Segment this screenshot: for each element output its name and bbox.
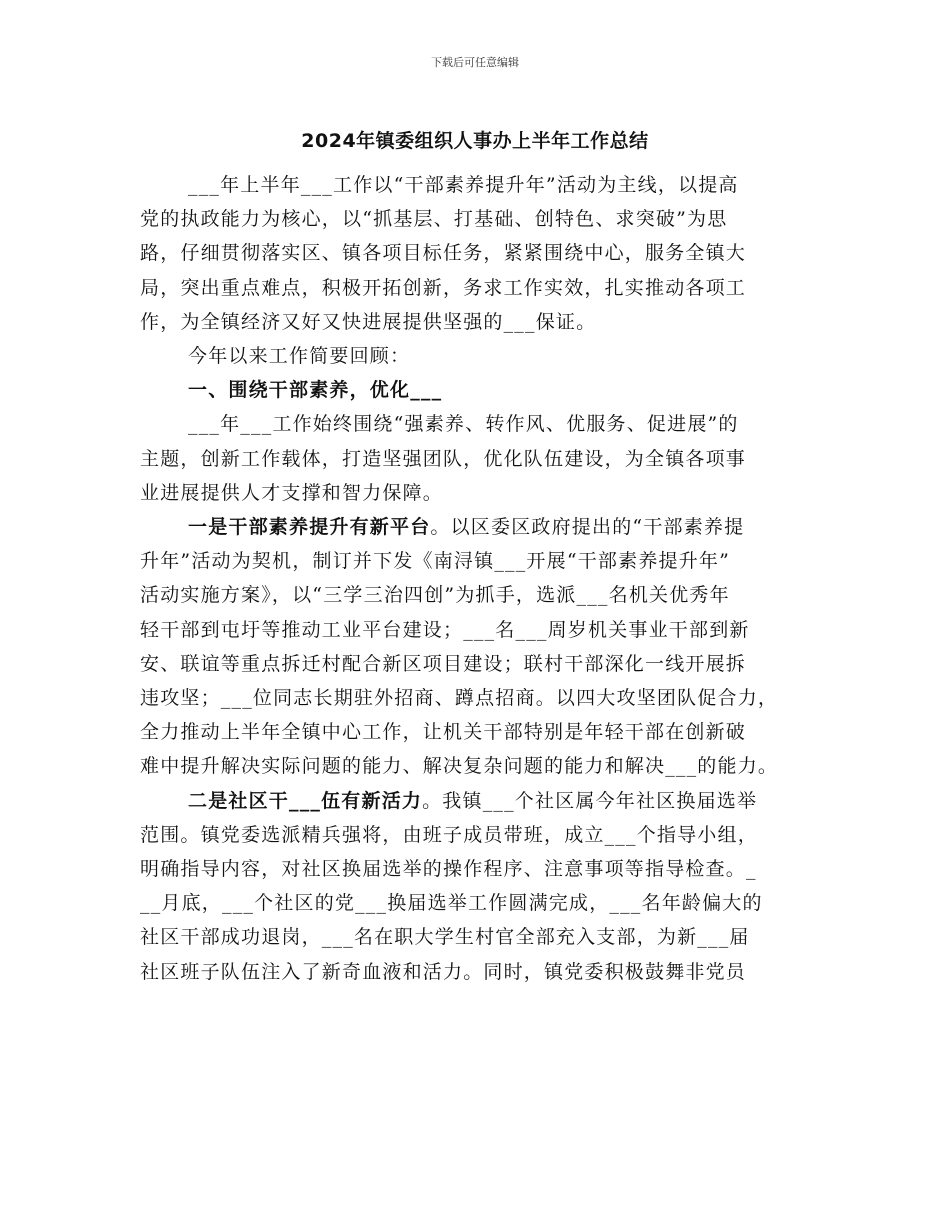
paragraph-line: 业进展提供人才支撑和智力保障。 <box>140 481 444 504</box>
paragraph-line: 轻干部到屯圩等推动工业平台建设；___名___周岁机关事业干部到新 <box>140 618 750 641</box>
paragraph-line: 升年”活动为契机，制订并下发《南浔镇___开展“干部素养提升年” <box>140 550 731 573</box>
paragraph-line: 违攻坚；___位同志长期驻外招商、蹲点招商。以四大攻坚团队促合力， <box>140 687 779 710</box>
paragraph-text: 。我镇___个社区属今年社区换届选举 <box>422 789 758 812</box>
paragraph-line: 社区干部成功退岗，___名在职大学生村官全部充入支部，为新___届 <box>140 926 750 949</box>
paragraph-line: 党的执政能力为核心，以“抓基层、打基础、创特色、求突破”为思 <box>140 208 728 231</box>
paragraph-line: 明确指导内容，对社区换届选举的操作程序、注意事项等指导检查。_ <box>140 858 757 881</box>
subsection-heading: 二是社区干___伍有新活力 <box>188 789 423 812</box>
paragraph-line: 活动实施方案》，以“三学三治四创”为抓手，选派___名机关优秀年 <box>140 584 730 607</box>
paragraph-line: ___年上半年___工作以“干部素养提升年”活动为主线，以提高 <box>188 174 739 196</box>
document-body <box>140 168 816 989</box>
paragraph-line <box>140 784 816 818</box>
paragraph-line: 作，为全镇经济又好又快进展提供坚强的___保证。 <box>140 310 597 333</box>
paragraph-line: 社区班子队伍注入了新奇血液和活力。同时，镇党委积极鼓舞非党员 <box>140 960 747 983</box>
paragraph-line: 今年以来工作简要回顾： <box>188 345 411 368</box>
paragraph-line: 主题，创新工作载体，打造坚强团队，优化队伍建设，为全镇各项事 <box>140 447 747 470</box>
paragraph-line: ___年___工作始终围绕“强素养、转作风、优服务、促进展”的 <box>188 413 739 436</box>
paragraph-line <box>140 510 816 544</box>
paragraph-line: __月底，___个社区的党___换届选举工作圆满完成，___名年龄偏大的 <box>140 892 763 915</box>
paragraph-line: 范围。镇党委选派精兵强将，由班子成员带班，成立___个指导小组， <box>140 823 758 846</box>
paragraph-line: 安、联谊等重点拆迁村配合新区项目建设；联村干部深化一线开展拆 <box>140 652 747 675</box>
paragraph-line: 全力推动上半年全镇中心工作，让机关干部特别是年轻干部在创新破 <box>140 721 747 744</box>
header-note: 下载后可任意编辑 <box>431 56 519 69</box>
paragraph-text: 。以区委区政府提出的“干部素养提 <box>430 516 745 539</box>
subsection-heading: 一是干部素养提升有新平台 <box>188 516 431 539</box>
section-heading: 一、围绕干部素养，优化___ <box>188 379 443 402</box>
paragraph-line: 路，仔细贯彻落实区、镇各项目标任务，紧紧围绕中心，服务全镇大 <box>140 242 747 265</box>
paragraph-line: 难中提升解决实际问题的能力、解决复杂问题的能力和解决___的能力。 <box>140 755 779 778</box>
page-title: 2024年镇委组织人事办上半年工作总结 <box>301 130 649 152</box>
paragraph-line: 局，突出重点难点，积极开拓创新，务求工作实效，扎实推动各项工 <box>140 276 747 299</box>
